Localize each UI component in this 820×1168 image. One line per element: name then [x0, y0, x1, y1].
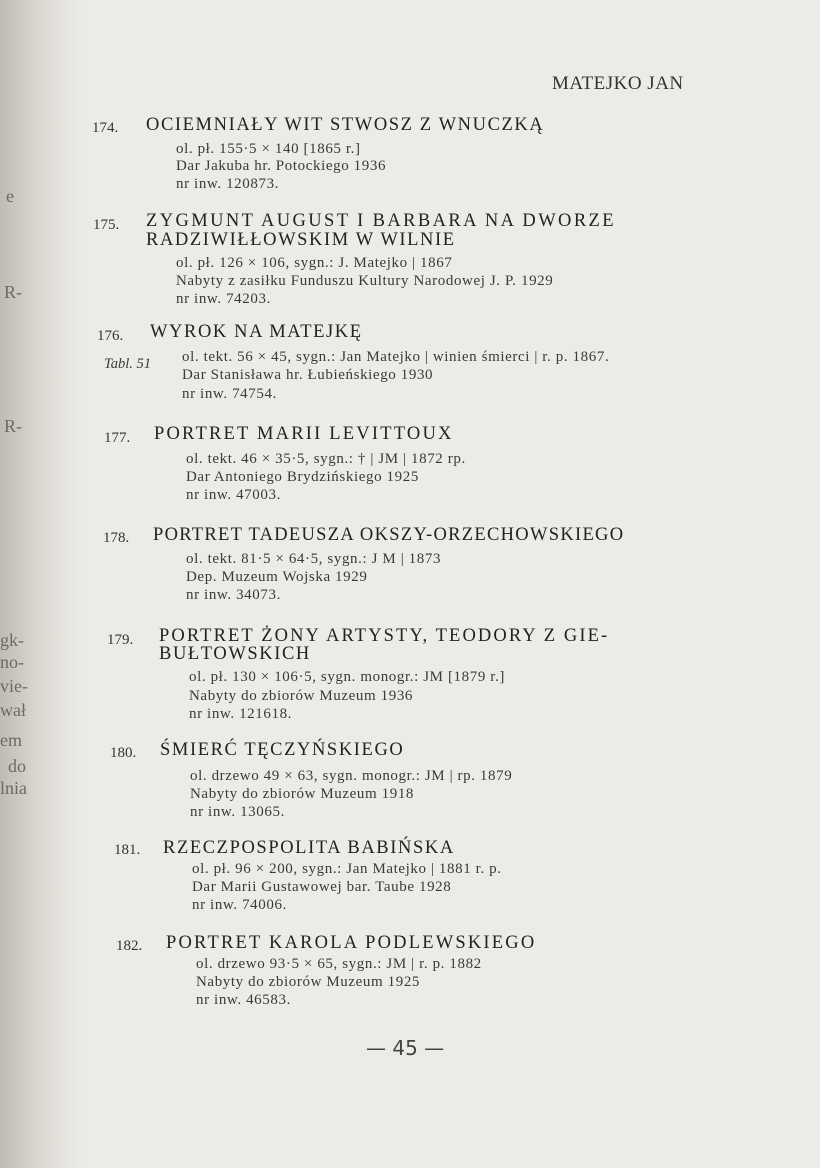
entry-medium: ol. tekt. 81·5 × 64·5, sygn.: J M | 1873	[186, 551, 442, 567]
entry-provenance: Dar Stanisława hr. Łubieńskiego 1930	[182, 367, 434, 383]
entry-inventory: nr inw. 13065.	[190, 804, 285, 820]
entry-provenance: Dar Antoniego Brydzińskiego 1925	[186, 469, 419, 485]
entry-inventory: nr inw. 120873.	[176, 176, 280, 192]
entry-title: WYROK NA MATEJKĘ	[150, 322, 363, 342]
entry-medium: ol. pł. 126 × 106, sygn.: J. Matejko | 1867	[176, 255, 453, 271]
entry-title-cont: BUŁTOWSKICH	[159, 644, 311, 664]
entry-number: 181.	[114, 842, 141, 858]
entry-title-cont: RADZIWIŁŁOWSKIM W WILNIE	[146, 230, 456, 250]
entry-number: 174.	[92, 120, 119, 136]
entry-inventory: nr inw. 74754.	[182, 386, 277, 402]
entry-title: ŚMIERĆ TĘCZYŃSKIEGO	[160, 740, 405, 760]
page-number: — 45 —	[366, 1036, 445, 1060]
running-header: MATEJKO JAN	[552, 73, 684, 94]
entry-provenance: Nabyty do zbiorów Muzeum 1925	[196, 974, 421, 990]
entry-title: ZYGMUNT AUGUST I BARBARA NA DWORZE	[146, 211, 616, 231]
gutter-fragment: do	[8, 756, 26, 776]
entry-number: 177.	[104, 430, 131, 446]
entry-medium: ol. tekt. 56 × 45, sygn.: Jan Matejko | winien śmierci | r. p. 1867.	[182, 349, 610, 365]
entry-medium: ol. pł. 155·5 × 140 [1865 r.]	[176, 141, 361, 157]
plate-reference: Tabl. 51	[104, 356, 152, 372]
entry-number: 179.	[107, 632, 134, 648]
entry-title: PORTRET TADEUSZA OKSZY-ORZECHOWSKIEGO	[153, 525, 625, 545]
entry-medium: ol. drzewo 49 × 63, sygn. monogr.: JM | rp. 1879	[190, 768, 513, 784]
gutter-fragment: vie-	[0, 676, 28, 696]
entry-title: RZECZPOSPOLITA BABIŃSKA	[163, 838, 455, 858]
binding-gutter	[0, 0, 82, 1168]
entry-number: 178.	[103, 530, 130, 546]
entry-title: OCIEMNIAŁY WIT STWOSZ Z WNUCZKĄ	[146, 115, 545, 135]
gutter-fragment: R-	[4, 282, 22, 302]
gutter-fragment: lnia	[0, 778, 27, 798]
entry-medium: ol. pł. 130 × 106·5, sygn. monogr.: JM [1879 r.]	[189, 669, 506, 685]
entry-number: 180.	[110, 745, 137, 761]
entry-provenance: Dar Marii Gustawowej bar. Taube 1928	[192, 879, 452, 895]
entry-number: 176.	[97, 328, 124, 344]
entry-title: PORTRET KAROLA PODLEWSKIEGO	[166, 933, 537, 953]
gutter-fragment: gk-	[0, 630, 24, 650]
entry-inventory: nr inw. 74006.	[192, 897, 287, 913]
entry-title: PORTRET ŻONY ARTYSTY, TEODORY Z GIE-	[159, 626, 610, 646]
entry-medium: ol. pł. 96 × 200, sygn.: Jan Matejko | 1881 r. p.	[192, 861, 502, 877]
gutter-fragment: R-	[4, 416, 22, 436]
entry-provenance: Nabyty do zbiorów Muzeum 1918	[190, 786, 415, 802]
gutter-fragment: e	[6, 186, 14, 206]
gutter-fragment: wał	[0, 700, 26, 720]
entry-medium: ol. drzewo 93·5 × 65, sygn.: JM | r. p. 1882	[196, 956, 482, 972]
entry-provenance: Dar Jakuba hr. Potockiego 1936	[176, 158, 387, 174]
entry-number: 182.	[116, 938, 143, 954]
entry-provenance: Nabyty z zasiłku Funduszu Kultury Narodowej J. P. 1929	[176, 273, 554, 289]
entry-medium: ol. tekt. 46 × 35·5, sygn.: † | JM | 1872 rp.	[186, 451, 466, 467]
entry-title: PORTRET MARII LEVITTOUX	[154, 424, 454, 444]
entry-inventory: nr inw. 121618.	[189, 706, 293, 722]
entry-inventory: nr inw. 34073.	[186, 587, 281, 603]
gutter-fragment: em	[0, 730, 22, 750]
entry-inventory: nr inw. 47003.	[186, 487, 281, 503]
entry-inventory: nr inw. 46583.	[196, 992, 291, 1008]
entry-provenance: Nabyty do zbiorów Muzeum 1936	[189, 688, 414, 704]
entry-inventory: nr inw. 74203.	[176, 291, 271, 307]
entry-provenance: Dep. Muzeum Wojska 1929	[186, 569, 368, 585]
gutter-fragment: no-	[0, 652, 24, 672]
entry-number: 175.	[93, 217, 120, 233]
